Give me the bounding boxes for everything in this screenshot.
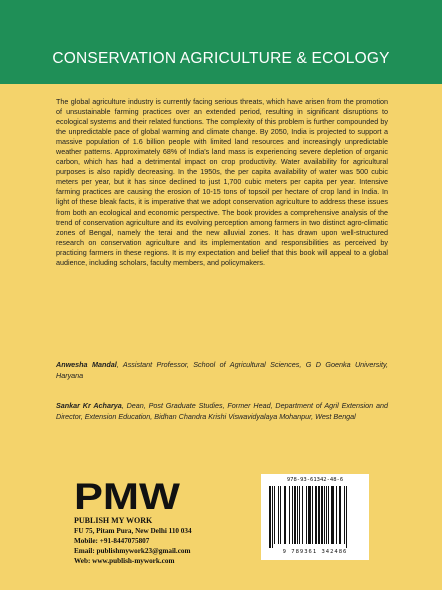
publisher-mobile: Mobile: +91-8447075807 xyxy=(74,537,150,546)
barcode-bar xyxy=(324,486,325,544)
barcode-bar xyxy=(284,486,286,544)
publisher-logo xyxy=(74,478,184,512)
isbn-barcode xyxy=(261,474,369,560)
logo-text: PMW xyxy=(74,478,181,512)
barcode-bar xyxy=(289,486,290,544)
barcode-bar xyxy=(269,486,271,548)
barcode-bar xyxy=(336,486,337,544)
barcode-bar xyxy=(315,486,317,544)
author-name-1: Anwesha Mandal xyxy=(56,360,117,369)
barcode-bar xyxy=(344,486,345,544)
barcode-bar xyxy=(312,486,313,544)
barcode-bar xyxy=(321,486,323,544)
book-description: The global agriculture industry is currently facing serious threats, which have arisen from the promotion of unsustainable farming practices over an extended period, resulting in significant disruptions to ecological systems and their related functions. The complexity of this problem is further compounded by the unpredictable pace of global warming and climate change. By 2050, India is projected to support a massive population of 1.6 billion people with limited land resources and increasingly unpredictable weather patterns. Approximately 68% of India's land mass is experiencing severe depletion of organic carbon, which has had a detrimental impact on crop productivity. Water availability for agricultural purposes is also rapidly decreasing. In the 1950s, the per capita availability of water was 500 cubic meters per year, but it has since declined to just 1,700 cubic meters per capita per year. Intensive farming practices are causing the erosion of 10-15 tons of topsoil per hectare of crop land in India. In light of these bleak facts, it is imperative that we adopt conservation agriculture to address these issues from both an ecological and economic perspective. The book provides a comprehensive analysis of the trend of conservation agriculture and its evolving perception among farmers in two distinct agro-climatic zones of Bengal, namely the terai and the new alluvial zones. It has drawn upon well-structured research on conservation agriculture and its implementation and responsibilities as perceived by practicing farmers in these regions. It is my expectation and belief that this book will appeal to a global audience, including scholars, faculty members, and policymakers. xyxy=(56,97,388,267)
isbn-number: 978-93-61342-48-6 xyxy=(286,477,344,483)
barcode-bar xyxy=(297,486,298,544)
barcode-bar xyxy=(331,486,334,544)
barcode-bar xyxy=(318,486,320,544)
cover-title: CONSERVATION AGRICULTURE & ECOLOGY xyxy=(52,50,390,67)
publisher-email: Email: publishmywork23@gmail.com xyxy=(74,547,191,556)
barcode-bar xyxy=(346,486,347,548)
publisher-name: PUBLISH MY WORK xyxy=(74,516,153,525)
author-credit-2 xyxy=(56,401,388,422)
barcode-bar xyxy=(308,486,311,544)
barcode-bar xyxy=(274,486,275,544)
barcode-bar xyxy=(278,486,279,544)
barcode-bar xyxy=(280,486,281,544)
barcode-bar xyxy=(328,486,329,544)
author-credit-1 xyxy=(56,360,388,381)
barcode-bar xyxy=(292,486,293,544)
barcode-bar xyxy=(294,486,296,544)
barcode-bar xyxy=(306,486,307,544)
title-band xyxy=(0,0,442,84)
publisher-web: Web: www.publish-mywork.com xyxy=(74,557,175,566)
author-name-2: Sankar Kr Acharya xyxy=(56,401,122,410)
author-details-2: , Dean, Post Graduate Studies, Former Head, Department of Agril Extension and Director, Extension Education, Bidhan Chandra Krishi Viswavidyalaya Mohanpur, West Bengal xyxy=(56,401,388,421)
barcode-bar xyxy=(272,486,273,548)
barcode-bar xyxy=(339,486,341,544)
publisher-address: FU 75, Pitam Pura, New Delhi 110 034 xyxy=(74,527,192,536)
author-details-1: , Assistant Professor, School of Agricultural Sciences, G D Goenka University, Haryana xyxy=(56,360,388,380)
publisher-info xyxy=(74,516,192,566)
barcode-bar xyxy=(326,486,327,544)
barcode-digits: 9 789361 342486 xyxy=(282,549,348,555)
barcode-bars xyxy=(267,486,363,548)
barcode-bar xyxy=(299,486,300,544)
barcode-bar xyxy=(302,486,303,544)
